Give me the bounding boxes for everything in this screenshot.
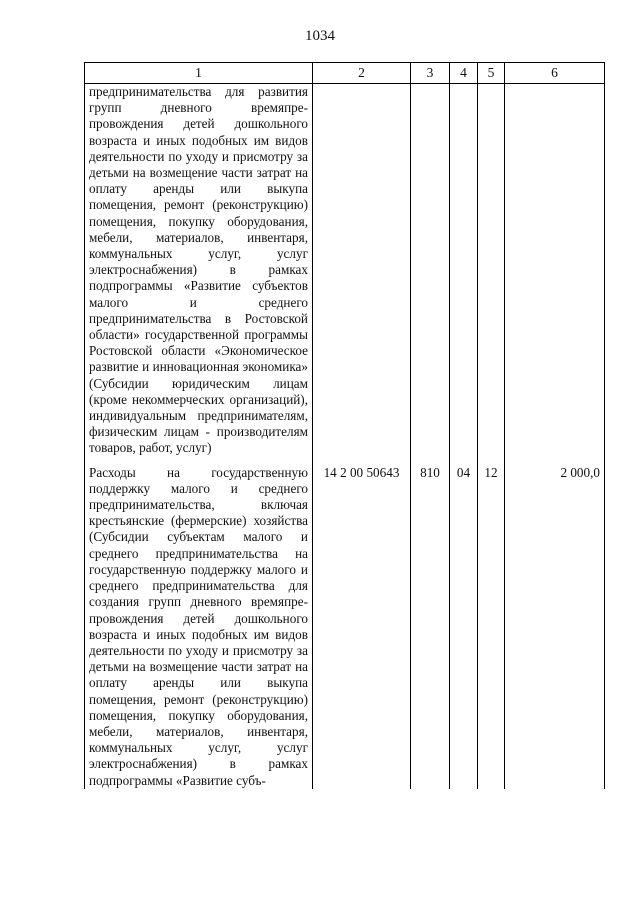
table-row	[85, 84, 605, 457]
row-target-code: 14 2 00 50643	[313, 457, 411, 789]
row-expense-type	[411, 84, 450, 457]
table-body	[85, 84, 605, 789]
header-col-3: 3	[411, 63, 450, 84]
header-col-4: 4	[450, 63, 478, 84]
table-row	[85, 457, 605, 789]
header-row	[85, 63, 605, 84]
row-description: предпринимательства для развития групп дневного времяпре-провождения детей дошкольного возраста и иных подобных им видов деятельности по уходу и присмотру за детьми на возмещение части затрат на оплату аренды или выкупа помещения, ремонт (реконструкцию) помещения, покупку оборудования, мебели, материалов, инвентаря, коммунальных услуг, услуг электроснабжения) в рамках подпрограммы «Развитие субъектов малого и среднего предпринимательства в Ростовской области» государственной программы Ростовской области «Экономическое развитие и инновационная экономика» (Субсидии юридическим лицам (кроме некоммерческих организаций), индивидуальным предпринимателям, физическим лицам - производителям товаров, работ, услуг)	[85, 84, 313, 457]
row-subsection	[478, 84, 505, 457]
row-amount	[505, 84, 605, 457]
row-section: 04	[450, 457, 478, 789]
page-number: 1034	[305, 28, 335, 44]
row-amount: 2 000,0	[505, 457, 605, 789]
row-description: Расходы на государственную поддержку малого и среднего предпринимательства, включая крестьянские (фермерские) хозяйства (Субсидии субъектам малого и среднего предпринимательства на государственную поддержку малого и среднего предпринимательства для создания групп дневного времяпре-провождения детей дошкольного возраста и иных подобных им видов деятельности по уходу и присмотру за детьми на возмещение части затрат на оплату аренды или выкупа помещения, ремонт (реконструкцию) помещения, покупку оборудования, мебели, материалов, инвентаря, коммунальных услуг, услуг электроснабжения) в рамках подпрограммы «Развитие субъ-	[85, 457, 313, 789]
row-section	[450, 84, 478, 457]
header-col-5: 5	[478, 63, 505, 84]
header-col-6: 6	[505, 63, 605, 84]
row-subsection: 12	[478, 457, 505, 789]
header-col-1: 1	[85, 63, 313, 84]
budget-table	[84, 62, 605, 789]
row-expense-type: 810	[411, 457, 450, 789]
row-target-code	[313, 84, 411, 457]
header-col-2: 2	[313, 63, 411, 84]
table-header	[85, 63, 605, 84]
